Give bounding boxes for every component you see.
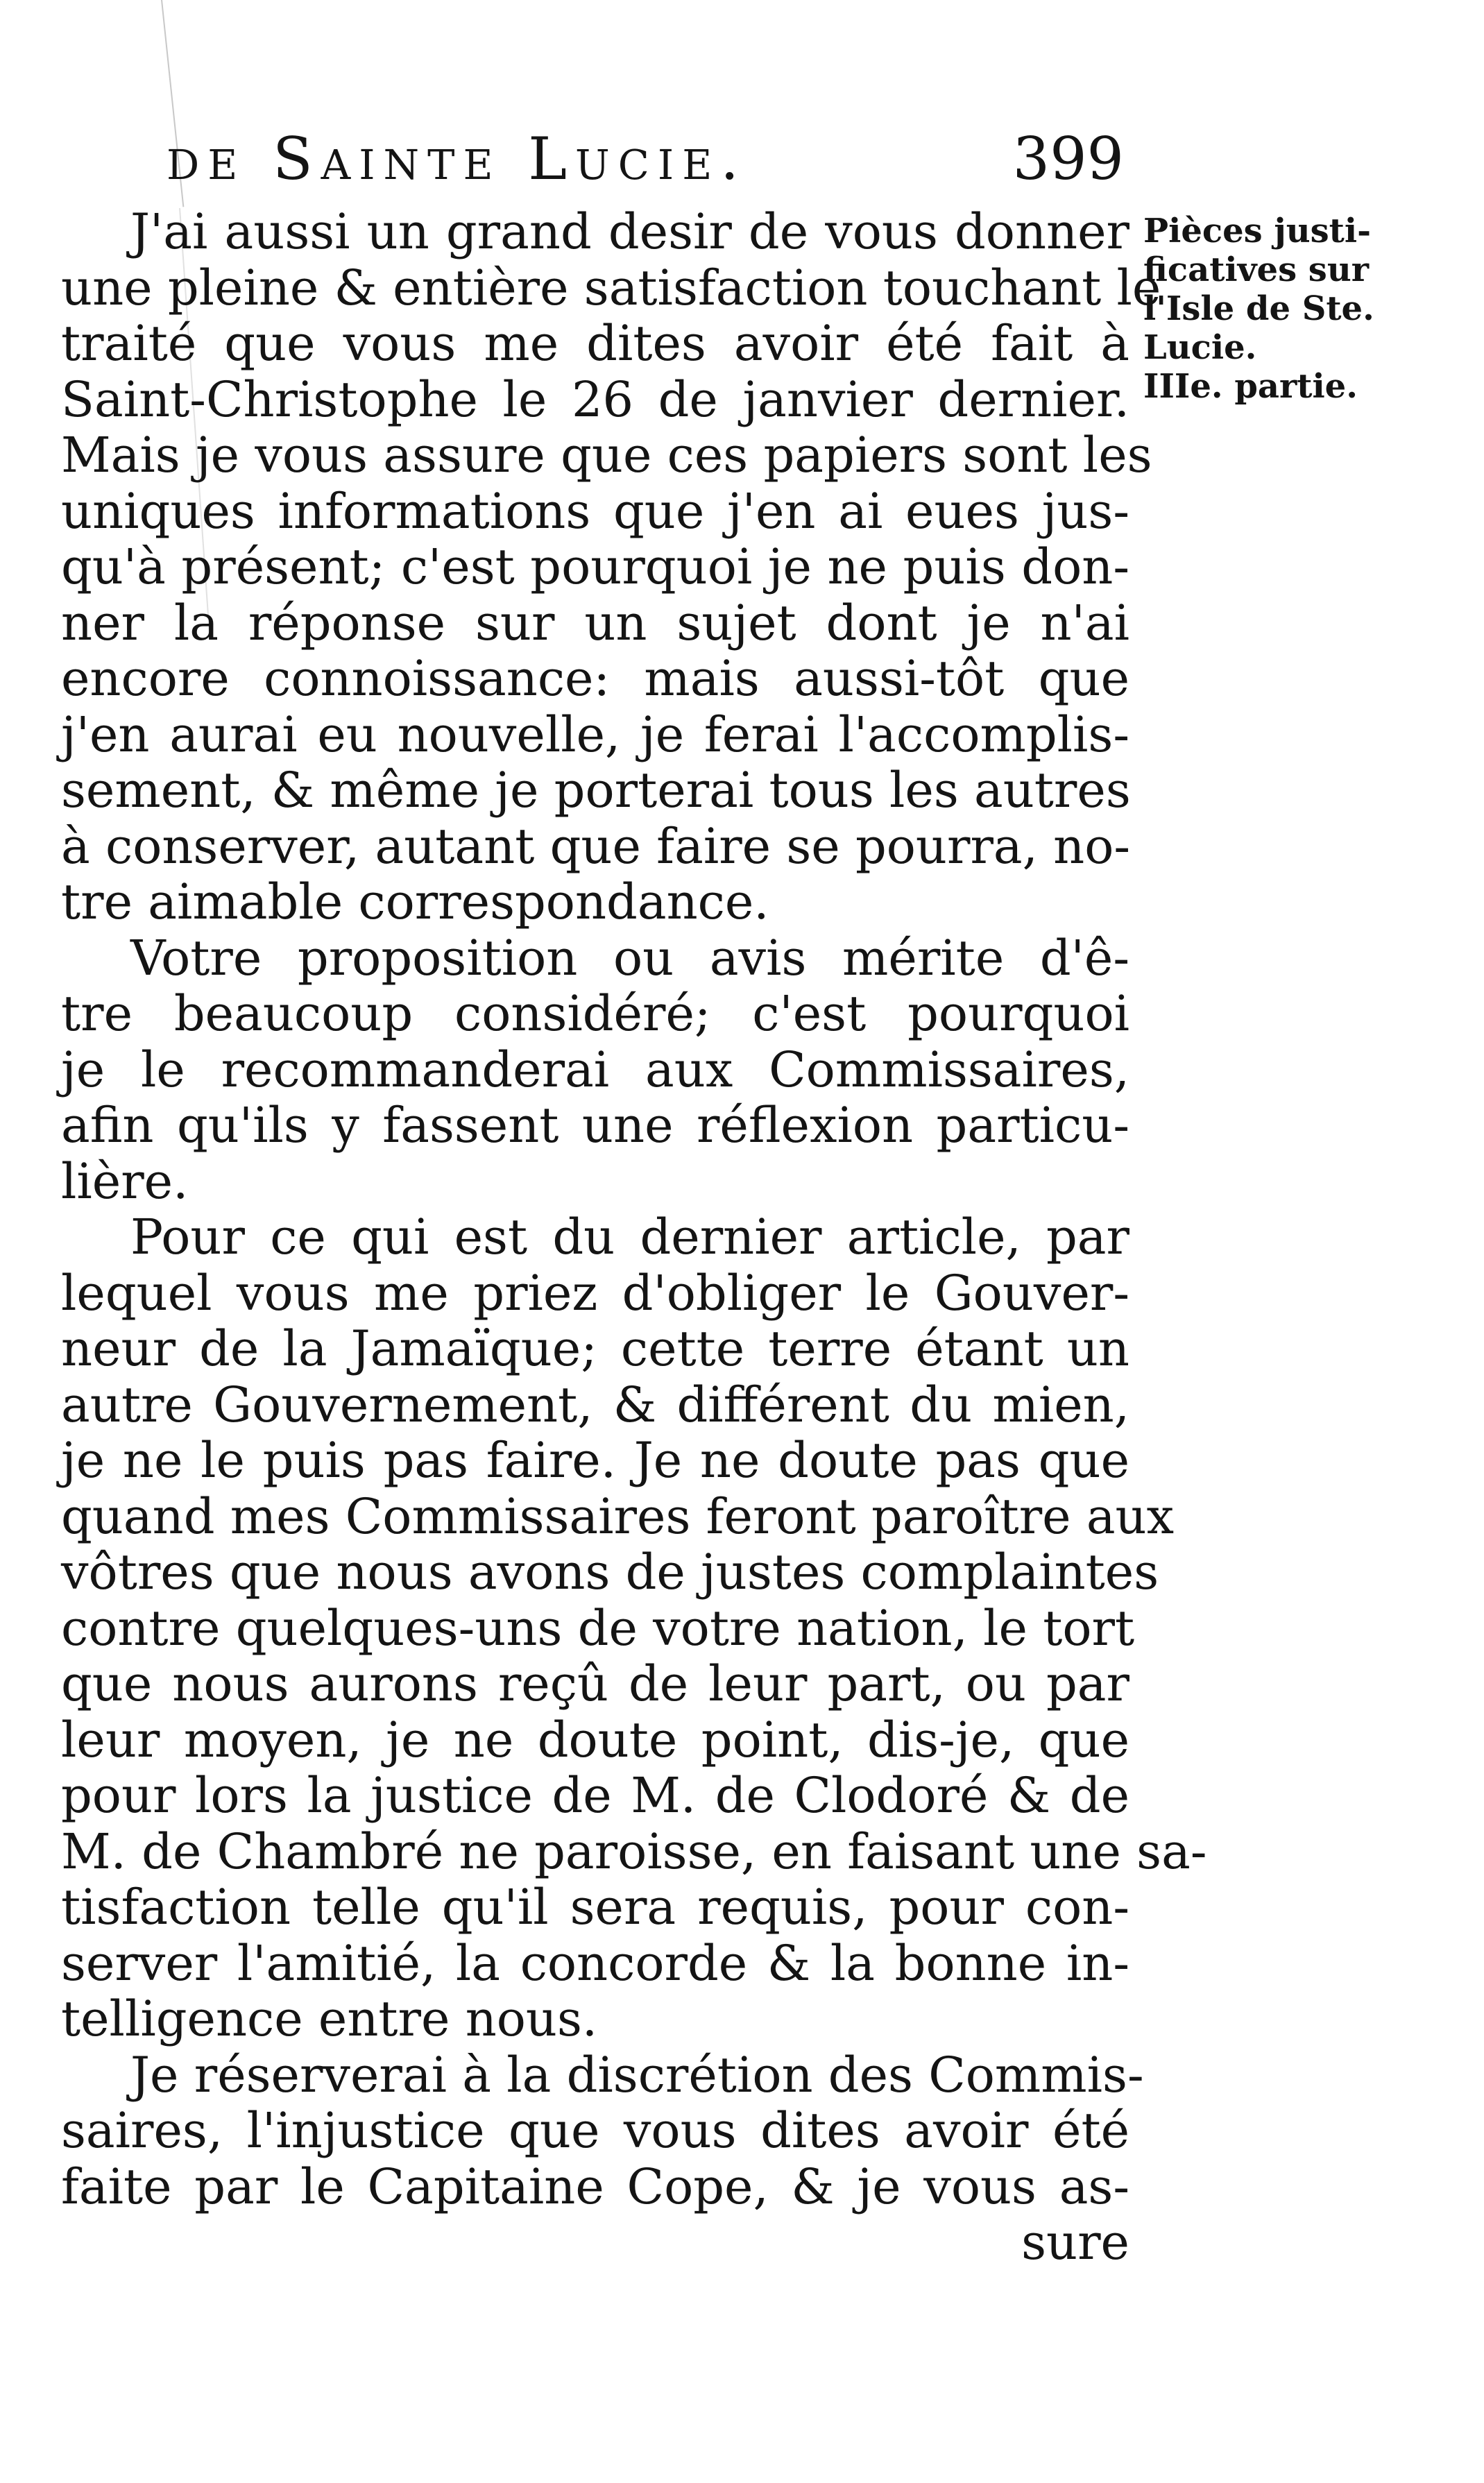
text-line: quand mes Commissaires feront paroître aux [61, 1487, 1175, 1545]
text-line: leur moyen, je ne doute point, dis-je, que [61, 1711, 1129, 1768]
margin-note-line: l'Isle de Ste. [1143, 289, 1374, 328]
text-line: lière. [61, 1152, 189, 1210]
text-line: qu'à présent; c'est pourquoi je ne puis don- [61, 538, 1129, 595]
text-line: Mais je vous assure que ces papiers sont les [61, 427, 1152, 484]
text-line: contre quelques-uns de votre nation, le tort [61, 1599, 1135, 1657]
text-line: Votre proposition ou avis mérite d'ê- [130, 929, 1129, 987]
text-line: ner la réponse sur un sujet dont je n'ai [61, 594, 1129, 651]
text-line: J'ai aussi un grand desir de vous donner [130, 203, 1129, 260]
text-line: afin qu'ils y fassent une réflexion particu- [61, 1097, 1129, 1154]
text-line: uniques informations que j'en ai eues jus- [61, 482, 1129, 540]
text-line: neur de la Jamaïque; cette terre étant un [61, 1320, 1129, 1377]
text-line: encore connoissance: mais aussi-tôt que [61, 650, 1129, 707]
text-line: M. de Chambré ne paroisse, en faisant une sa- [61, 1823, 1207, 1880]
text-line: vôtres que nous avons de justes complaintes [61, 1544, 1159, 1601]
margin-note-line: ficatives sur [1143, 250, 1370, 289]
margin-note-line: Lucie. [1143, 328, 1257, 367]
text-line: autre Gouvernement, & différent du mien, [61, 1376, 1129, 1433]
text-line: Je réserverai à la discrétion des Commis- [130, 2046, 1144, 2104]
text-line: tre beaucoup considéré; c'est pourquoi [61, 985, 1129, 1042]
running-head: de Sainte Lucie. [167, 125, 748, 193]
text-line: une pleine & entière satisfaction touchant le [61, 259, 1161, 316]
margin-note-line: Pièces justi- [1143, 212, 1371, 250]
text-line: que nous aurons reçû de leur part, ou par [61, 1655, 1129, 1712]
text-line: saires, l'injustice que vous dites avoir été [61, 2102, 1129, 2159]
text-line: tisfaction telle qu'il sera requis, pour con- [61, 1879, 1129, 1936]
text-line: server l'amitié, la concorde & la bonne in- [61, 1934, 1129, 1992]
text-line: je le recommanderai aux Commissaires, [61, 1041, 1129, 1098]
page-header [167, 125, 1124, 201]
text-line: je ne le puis pas faire. Je ne doute pas que [61, 1432, 1129, 1489]
text-line: pour lors la justice de M. de Clodoré & de [61, 1767, 1129, 1824]
text-line: traité que vous me dites avoir été fait à [61, 315, 1129, 372]
text-line: lequel vous me priez d'obliger le Gouver- [61, 1264, 1129, 1322]
page-number: 399 [1012, 125, 1124, 193]
text-line: j'en aurai eu nouvelle, je ferai l'accomplis- [61, 706, 1129, 763]
text-line: tre aimable correspondance. [61, 873, 769, 930]
text-line: faite par le Capitaine Cope, & je vous as- [61, 2158, 1129, 2215]
text-line: Pour ce qui est du dernier article, par [130, 1209, 1129, 1265]
catchword: sure [1021, 2214, 1129, 2271]
margin-note [1143, 212, 1456, 406]
text-line: sement, & même je porterai tous les autres [61, 762, 1131, 819]
text-line: Saint-Christophe le 26 de janvier dernier. [61, 370, 1129, 428]
text-line: telligence entre nous. [61, 1990, 598, 2047]
text-line: à conserver, autant que faire se pourra, no- [61, 817, 1131, 875]
margin-note-line: IIIe. partie. [1143, 367, 1358, 406]
